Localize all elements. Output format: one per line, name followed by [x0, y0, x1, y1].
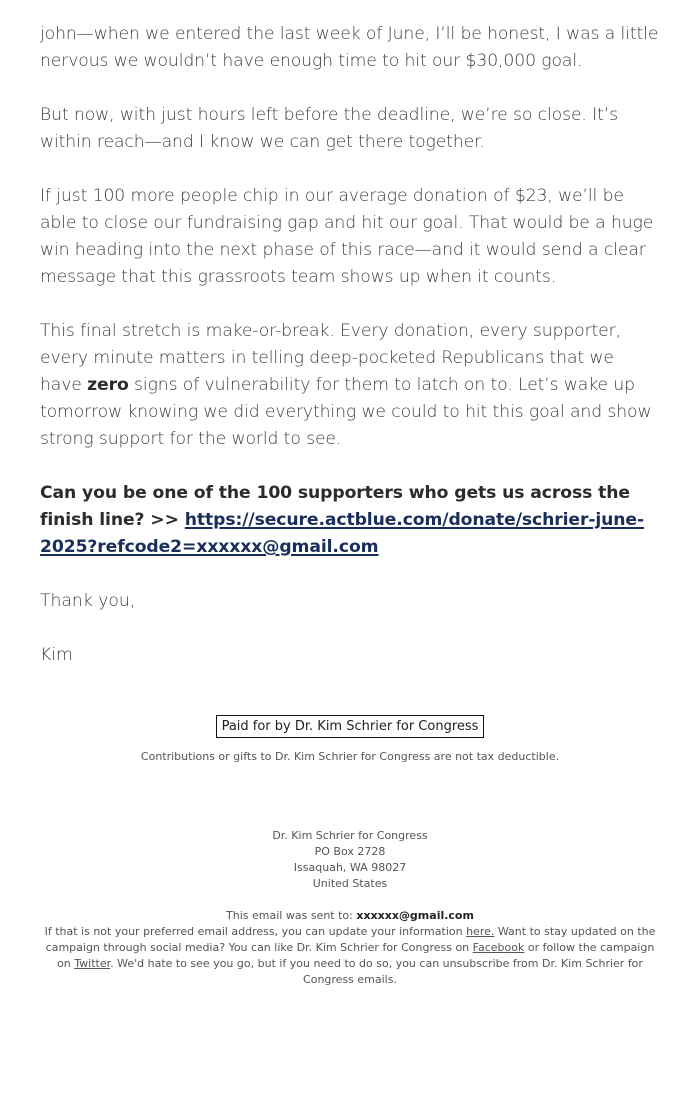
- final-stretch-text-a: This final stretch is make-or-break. Every donation, every supporter, every minute matters in telling deep-pocketed Republicans that we have: [40, 321, 621, 395]
- email-body: [40, 21, 660, 696]
- info-text-4: . We'd hate to see you go, but if you need to do so, you can unsubscribe from Dr. Kim Schrier for Congress emails.: [110, 957, 643, 986]
- tax-disclaimer: Contributions or gifts to Dr. Kim Schrier for Congress are not tax deductible.: [140, 750, 560, 763]
- call-to-action: [40, 480, 660, 561]
- sent-to-label: This email was sent to:: [226, 909, 357, 922]
- paid-for-section: [0, 715, 700, 738]
- sent-to-email: xxxxxx@gmail.com: [356, 909, 474, 922]
- paragraph-within-reach: But now, with just hours left before the deadline, we’re so close. It’s within reach—and I know we can get there together.: [40, 105, 618, 152]
- paragraph-intro: john—when we entered the last week of June, I’ll be honest, I was a little nervous we wouldn’t have enough time to hit our $30,000 goal.: [40, 24, 659, 71]
- paragraph-final-stretch: [40, 318, 660, 453]
- closing: Thank you,: [40, 591, 136, 611]
- address-po-box: PO Box 2728: [314, 845, 386, 858]
- sent-to-line: [0, 908, 700, 924]
- mailing-address: [0, 828, 700, 892]
- signature: Kim: [40, 645, 73, 665]
- info-text-1: If that is not your preferred email address, you can update your information: [44, 925, 467, 938]
- footer-info: [40, 924, 660, 988]
- cta-text: Can you be one of the 100 supporters who gets us across the finish line? >>: [40, 483, 630, 530]
- address-city: Issaquah, WA 98027: [293, 861, 407, 874]
- info-text-2: Want to stay updated on the campaign through social media? You can like Dr. Kim Schrier for Congress on: [45, 925, 656, 954]
- twitter-link[interactable]: Twitter: [74, 957, 111, 970]
- address-country: United States: [312, 877, 388, 890]
- address-org: Dr. Kim Schrier for Congress: [272, 829, 428, 842]
- info-text-3: or follow the campaign on: [57, 941, 655, 970]
- update-info-link[interactable]: here.: [466, 925, 495, 938]
- donate-link[interactable]: https://secure.actblue.com/donate/schrier-june-2025?refcode2=xxxxxx@gmail.com: [40, 510, 645, 557]
- emphasis-zero: zero: [87, 375, 129, 395]
- paid-for-box: Paid for by Dr. Kim Schrier for Congress: [216, 715, 485, 738]
- facebook-link[interactable]: Facebook: [472, 941, 525, 954]
- final-stretch-text-b: signs of vulnerability for them to latch on to. Let’s wake up tomorrow knowing we did everything we could to hit this goal and show strong support for the world to see.: [40, 375, 652, 449]
- paragraph-donation-ask: If just 100 more people chip in our average donation of $23, we’ll be able to close our fundraising gap and hit our goal. That would be a huge win heading into the next phase of this race—and it would send a clear message that this grassroots team shows up when it counts.: [40, 186, 654, 287]
